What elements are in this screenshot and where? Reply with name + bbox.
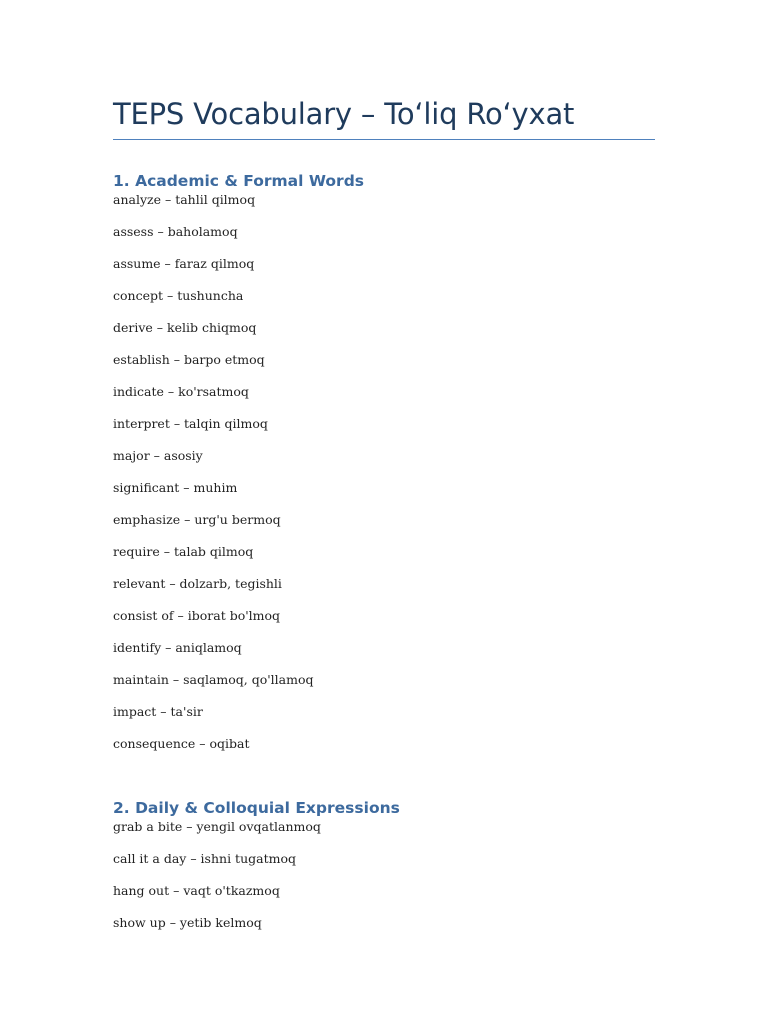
vocabulary-entry: assess – baholamoq bbox=[113, 224, 238, 239]
vocabulary-entry: call it a day – ishni tugatmoq bbox=[113, 851, 296, 866]
section-academic-formal bbox=[113, 171, 655, 768]
vocabulary-list bbox=[113, 819, 655, 947]
vocabulary-entry: hang out – vaqt o'tkazmoq bbox=[113, 883, 280, 898]
title-divider bbox=[113, 139, 655, 140]
section-heading: 2. Daily & Colloquial Expressions bbox=[113, 799, 400, 817]
document-page bbox=[113, 92, 655, 947]
vocabulary-entry: assume – faraz qilmoq bbox=[113, 256, 255, 271]
vocabulary-list bbox=[113, 192, 655, 768]
vocabulary-entry: establish – barpo etmoq bbox=[113, 352, 265, 367]
vocabulary-entry: maintain – saqlamoq, qo'llamoq bbox=[113, 672, 314, 687]
section-daily-colloquial bbox=[113, 798, 655, 947]
vocabulary-entry: emphasize – urg'u bermoq bbox=[113, 512, 281, 527]
document-title: TEPS Vocabulary – To‘liq Ro‘yxat bbox=[113, 97, 575, 131]
vocabulary-entry: grab a bite – yengil ovqatlanmoq bbox=[113, 819, 321, 834]
vocabulary-entry: concept – tushuncha bbox=[113, 288, 244, 303]
vocabulary-entry: consist of – iborat bo'lmoq bbox=[113, 608, 281, 623]
vocabulary-entry: consequence – oqibat bbox=[113, 736, 250, 751]
section-heading: 1. Academic & Formal Words bbox=[113, 172, 365, 190]
vocabulary-entry: require – talab qilmoq bbox=[113, 544, 254, 559]
vocabulary-entry: derive – kelib chiqmoq bbox=[113, 320, 257, 335]
vocabulary-entry: interpret – talqin qilmoq bbox=[113, 416, 268, 431]
vocabulary-entry: analyze – tahlil qilmoq bbox=[113, 192, 256, 207]
vocabulary-entry: impact – ta'sir bbox=[113, 704, 203, 719]
vocabulary-entry: relevant – dolzarb, tegishli bbox=[113, 576, 282, 591]
vocabulary-entry: identify – aniqlamoq bbox=[113, 640, 242, 655]
vocabulary-entry: show up – yetib kelmoq bbox=[113, 915, 262, 930]
vocabulary-entry: major – asosiy bbox=[113, 448, 203, 463]
vocabulary-entry: indicate – ko'rsatmoq bbox=[113, 384, 249, 399]
vocabulary-entry: significant – muhim bbox=[113, 480, 238, 495]
